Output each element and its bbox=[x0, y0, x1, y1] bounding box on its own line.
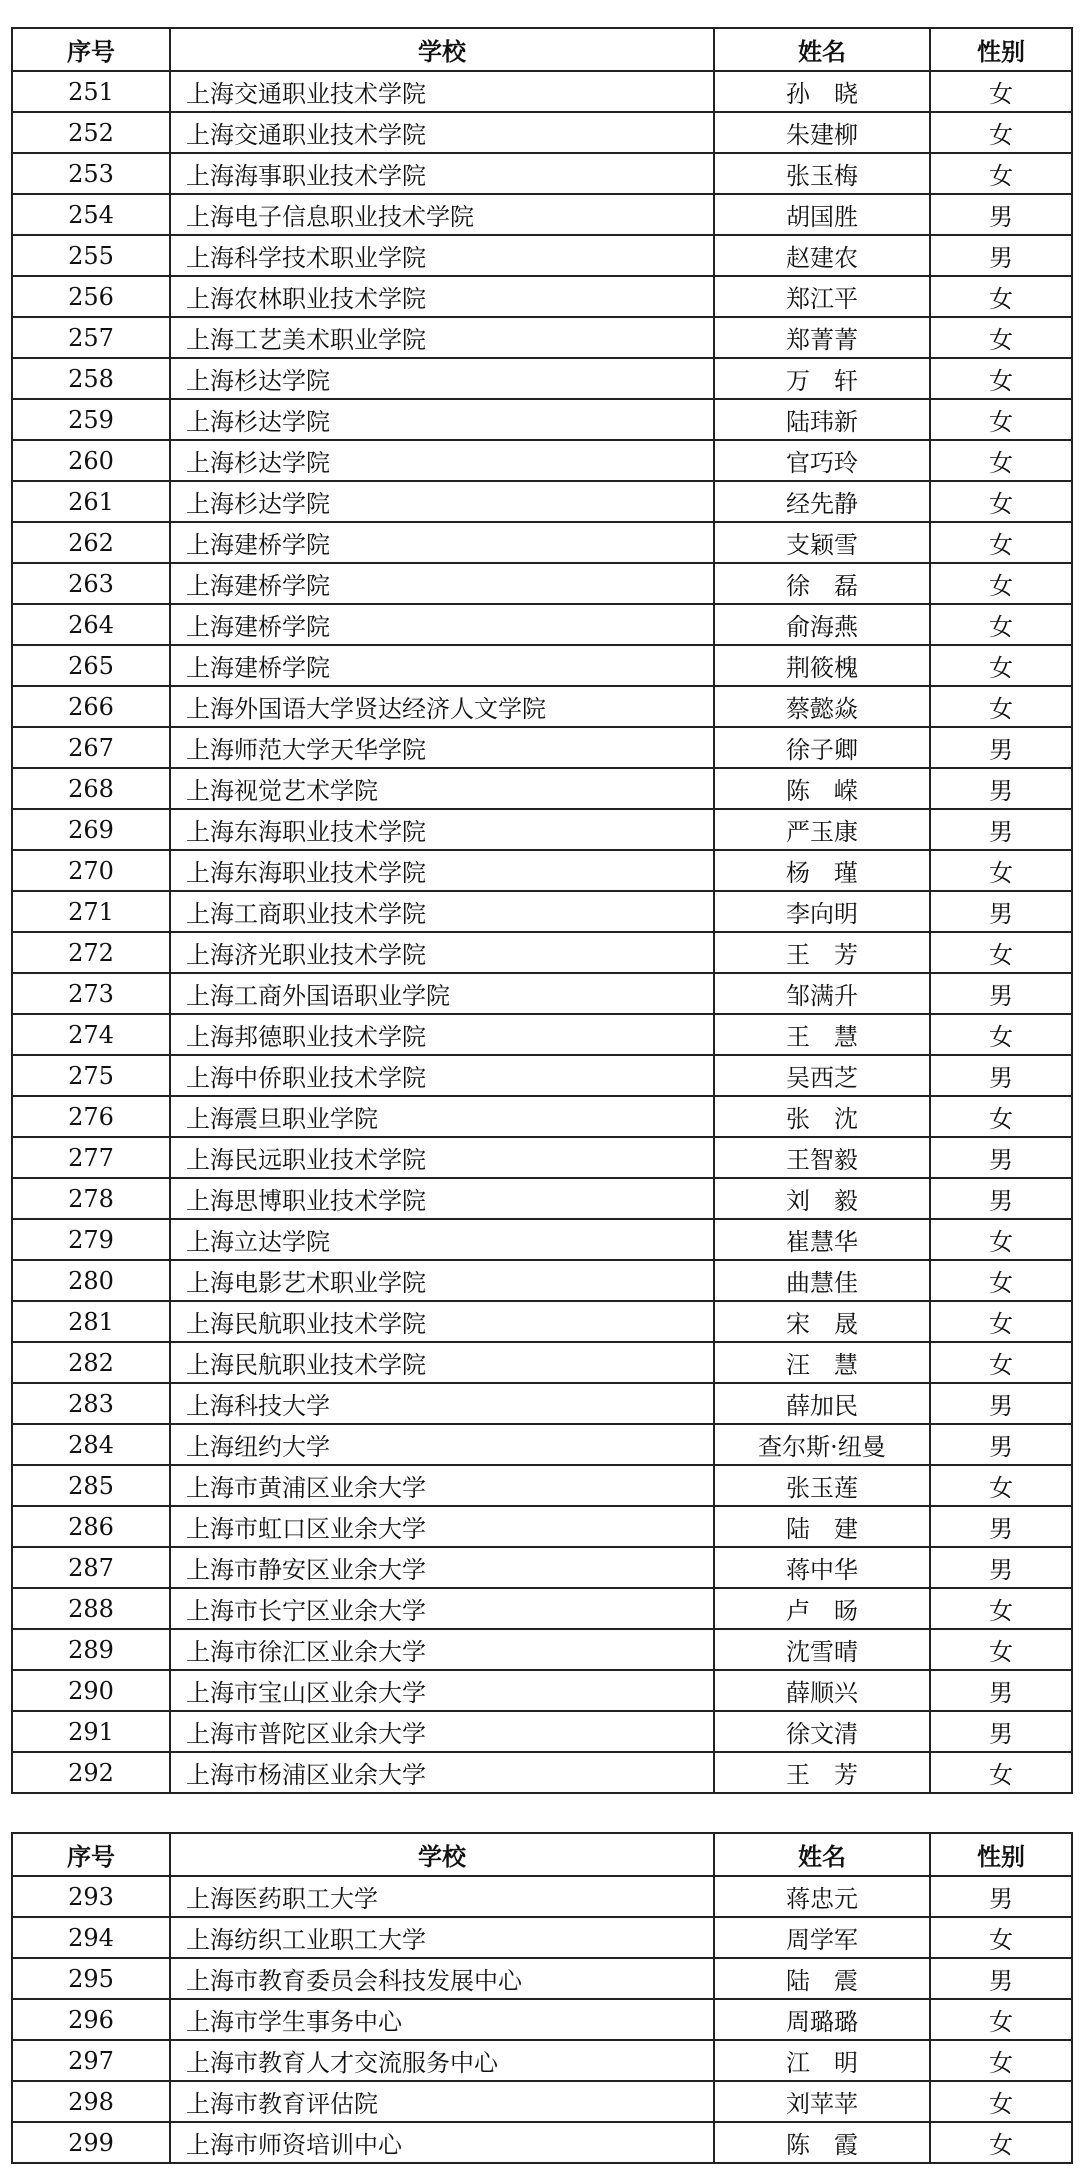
table-row bbox=[12, 1917, 1072, 1958]
table-row bbox=[12, 1096, 1072, 1137]
cell-no: 294 bbox=[12, 1917, 170, 1958]
cell-no: 255 bbox=[12, 235, 170, 276]
cell-gender: 男 bbox=[930, 1506, 1072, 1547]
cell-gender: 女 bbox=[930, 563, 1072, 604]
cell-gender: 女 bbox=[930, 1588, 1072, 1629]
cell-no: 285 bbox=[12, 1465, 170, 1506]
table-row bbox=[12, 1876, 1072, 1917]
cell-gender: 男 bbox=[930, 1424, 1072, 1465]
cell-name: 陆 震 bbox=[714, 1958, 930, 1999]
cell-school: 上海杉达学院 bbox=[170, 358, 714, 399]
cell-gender: 女 bbox=[930, 932, 1072, 973]
cell-school: 上海市教育委员会科技发展中心 bbox=[170, 1958, 714, 1999]
cell-school: 上海外国语大学贤达经济人文学院 bbox=[170, 686, 714, 727]
header-name: 姓名 bbox=[714, 28, 930, 71]
cell-gender: 男 bbox=[930, 1178, 1072, 1219]
cell-school: 上海交通职业技术学院 bbox=[170, 112, 714, 153]
cell-name: 严玉康 bbox=[714, 809, 930, 850]
cell-school: 上海师范大学天华学院 bbox=[170, 727, 714, 768]
cell-school: 上海杉达学院 bbox=[170, 399, 714, 440]
cell-gender: 女 bbox=[930, 1465, 1072, 1506]
cell-no: 263 bbox=[12, 563, 170, 604]
table-row bbox=[12, 1547, 1072, 1588]
cell-gender: 女 bbox=[930, 850, 1072, 891]
cell-name: 周璐璐 bbox=[714, 1999, 930, 2040]
cell-gender: 男 bbox=[930, 1876, 1072, 1917]
table-row bbox=[12, 727, 1072, 768]
cell-school: 上海市宝山区业余大学 bbox=[170, 1670, 714, 1711]
cell-school: 上海市教育人才交流服务中心 bbox=[170, 2040, 714, 2081]
cell-name: 邹满升 bbox=[714, 973, 930, 1014]
table-row bbox=[12, 1383, 1072, 1424]
cell-name: 赵建农 bbox=[714, 235, 930, 276]
cell-school: 上海科学技术职业学院 bbox=[170, 235, 714, 276]
table-row bbox=[12, 440, 1072, 481]
cell-gender: 女 bbox=[930, 440, 1072, 481]
cell-name: 徐文清 bbox=[714, 1711, 930, 1752]
cell-no: 276 bbox=[12, 1096, 170, 1137]
cell-school: 上海市师资培训中心 bbox=[170, 2122, 714, 2163]
cell-gender: 男 bbox=[930, 1547, 1072, 1588]
cell-no: 270 bbox=[12, 850, 170, 891]
header-name: 姓名 bbox=[714, 1833, 930, 1876]
cell-school: 上海济光职业技术学院 bbox=[170, 932, 714, 973]
cell-school: 上海市长宁区业余大学 bbox=[170, 1588, 714, 1629]
cell-school: 上海交通职业技术学院 bbox=[170, 71, 714, 112]
cell-school: 上海立达学院 bbox=[170, 1219, 714, 1260]
table-row bbox=[12, 2081, 1072, 2122]
cell-gender: 女 bbox=[930, 1096, 1072, 1137]
cell-name: 陆玮新 bbox=[714, 399, 930, 440]
table-row bbox=[12, 112, 1072, 153]
cell-no: 275 bbox=[12, 1055, 170, 1096]
table-row bbox=[12, 1424, 1072, 1465]
table-row bbox=[12, 235, 1072, 276]
table-body-1 bbox=[12, 71, 1072, 1793]
cell-no: 262 bbox=[12, 522, 170, 563]
cell-no: 272 bbox=[12, 932, 170, 973]
table-row bbox=[12, 1958, 1072, 1999]
cell-no: 253 bbox=[12, 153, 170, 194]
cell-name: 张玉莲 bbox=[714, 1465, 930, 1506]
cell-no: 267 bbox=[12, 727, 170, 768]
cell-name: 荆筱槐 bbox=[714, 645, 930, 686]
cell-gender: 女 bbox=[930, 153, 1072, 194]
cell-name: 刘 毅 bbox=[714, 1178, 930, 1219]
cell-school: 上海市普陀区业余大学 bbox=[170, 1711, 714, 1752]
cell-name: 俞海燕 bbox=[714, 604, 930, 645]
table-row bbox=[12, 276, 1072, 317]
cell-gender: 男 bbox=[930, 1055, 1072, 1096]
cell-name: 陈 霞 bbox=[714, 2122, 930, 2163]
cell-no: 286 bbox=[12, 1506, 170, 1547]
table-row bbox=[12, 973, 1072, 1014]
table-header-row bbox=[12, 1833, 1072, 1876]
cell-no: 291 bbox=[12, 1711, 170, 1752]
table-row bbox=[12, 1711, 1072, 1752]
cell-gender: 女 bbox=[930, 1014, 1072, 1055]
cell-no: 295 bbox=[12, 1958, 170, 1999]
cell-name: 杨 瑾 bbox=[714, 850, 930, 891]
table-row bbox=[12, 1014, 1072, 1055]
table-row bbox=[12, 358, 1072, 399]
cell-school: 上海建桥学院 bbox=[170, 604, 714, 645]
cell-no: 287 bbox=[12, 1547, 170, 1588]
cell-gender: 男 bbox=[930, 1137, 1072, 1178]
cell-school: 上海市黄浦区业余大学 bbox=[170, 1465, 714, 1506]
cell-name: 孙 晓 bbox=[714, 71, 930, 112]
cell-school: 上海工商职业技术学院 bbox=[170, 891, 714, 932]
cell-gender: 女 bbox=[930, 1629, 1072, 1670]
cell-gender: 男 bbox=[930, 768, 1072, 809]
table-row bbox=[12, 563, 1072, 604]
table-row bbox=[12, 522, 1072, 563]
cell-gender: 女 bbox=[930, 1301, 1072, 1342]
table-row bbox=[12, 604, 1072, 645]
cell-no: 257 bbox=[12, 317, 170, 358]
cell-no: 274 bbox=[12, 1014, 170, 1055]
cell-school: 上海市徐汇区业余大学 bbox=[170, 1629, 714, 1670]
cell-school: 上海市静安区业余大学 bbox=[170, 1547, 714, 1588]
table-row bbox=[12, 645, 1072, 686]
cell-gender: 女 bbox=[930, 71, 1072, 112]
cell-gender: 女 bbox=[930, 481, 1072, 522]
cell-gender: 男 bbox=[930, 1670, 1072, 1711]
cell-name: 王智毅 bbox=[714, 1137, 930, 1178]
cell-name: 查尔斯·纽曼 bbox=[714, 1424, 930, 1465]
table-row bbox=[12, 1999, 1072, 2040]
cell-gender: 女 bbox=[930, 358, 1072, 399]
cell-gender: 男 bbox=[930, 235, 1072, 276]
cell-school: 上海工艺美术职业学院 bbox=[170, 317, 714, 358]
cell-no: 297 bbox=[12, 2040, 170, 2081]
cell-school: 上海海事职业技术学院 bbox=[170, 153, 714, 194]
cell-school: 上海杉达学院 bbox=[170, 481, 714, 522]
cell-name: 薛顺兴 bbox=[714, 1670, 930, 1711]
cell-no: 290 bbox=[12, 1670, 170, 1711]
cell-gender: 男 bbox=[930, 809, 1072, 850]
table-row bbox=[12, 317, 1072, 358]
cell-school: 上海建桥学院 bbox=[170, 522, 714, 563]
table-row bbox=[12, 932, 1072, 973]
cell-no: 251 bbox=[12, 71, 170, 112]
cell-no: 260 bbox=[12, 440, 170, 481]
cell-no: 288 bbox=[12, 1588, 170, 1629]
cell-name: 周学军 bbox=[714, 1917, 930, 1958]
cell-gender: 女 bbox=[930, 2122, 1072, 2163]
cell-no: 277 bbox=[12, 1137, 170, 1178]
cell-name: 王 芳 bbox=[714, 1752, 930, 1793]
cell-no: 283 bbox=[12, 1383, 170, 1424]
cell-school: 上海纺织工业职工大学 bbox=[170, 1917, 714, 1958]
cell-name: 陆 建 bbox=[714, 1506, 930, 1547]
table-row bbox=[12, 1055, 1072, 1096]
cell-no: 256 bbox=[12, 276, 170, 317]
cell-name: 徐 磊 bbox=[714, 563, 930, 604]
table-row bbox=[12, 686, 1072, 727]
cell-gender: 女 bbox=[930, 2040, 1072, 2081]
cell-school: 上海科技大学 bbox=[170, 1383, 714, 1424]
cell-name: 经先静 bbox=[714, 481, 930, 522]
table-row bbox=[12, 481, 1072, 522]
cell-school: 上海建桥学院 bbox=[170, 563, 714, 604]
table-row bbox=[12, 1137, 1072, 1178]
cell-no: 299 bbox=[12, 2122, 170, 2163]
cell-gender: 女 bbox=[930, 645, 1072, 686]
cell-gender: 女 bbox=[930, 686, 1072, 727]
cell-name: 朱建柳 bbox=[714, 112, 930, 153]
cell-no: 273 bbox=[12, 973, 170, 1014]
cell-name: 宋 晟 bbox=[714, 1301, 930, 1342]
cell-school: 上海电子信息职业技术学院 bbox=[170, 194, 714, 235]
table-row bbox=[12, 1670, 1072, 1711]
cell-school: 上海市杨浦区业余大学 bbox=[170, 1752, 714, 1793]
cell-gender: 男 bbox=[930, 194, 1072, 235]
roster-table-1 bbox=[11, 27, 1073, 1794]
cell-name: 蔡懿焱 bbox=[714, 686, 930, 727]
cell-school: 上海中侨职业技术学院 bbox=[170, 1055, 714, 1096]
cell-gender: 男 bbox=[930, 1383, 1072, 1424]
roster-table-2 bbox=[11, 1832, 1073, 2164]
table-row bbox=[12, 2040, 1072, 2081]
cell-school: 上海民远职业技术学院 bbox=[170, 1137, 714, 1178]
cell-gender: 女 bbox=[930, 1260, 1072, 1301]
cell-no: 261 bbox=[12, 481, 170, 522]
cell-school: 上海民航职业技术学院 bbox=[170, 1342, 714, 1383]
cell-school: 上海医药职工大学 bbox=[170, 1876, 714, 1917]
cell-school: 上海东海职业技术学院 bbox=[170, 850, 714, 891]
table-row bbox=[12, 1465, 1072, 1506]
cell-no: 280 bbox=[12, 1260, 170, 1301]
cell-name: 沈雪晴 bbox=[714, 1629, 930, 1670]
cell-no: 284 bbox=[12, 1424, 170, 1465]
cell-name: 薛加民 bbox=[714, 1383, 930, 1424]
cell-no: 281 bbox=[12, 1301, 170, 1342]
cell-school: 上海农林职业技术学院 bbox=[170, 276, 714, 317]
cell-gender: 女 bbox=[930, 317, 1072, 358]
cell-school: 上海建桥学院 bbox=[170, 645, 714, 686]
table-row bbox=[12, 71, 1072, 112]
cell-school: 上海民航职业技术学院 bbox=[170, 1301, 714, 1342]
cell-no: 264 bbox=[12, 604, 170, 645]
table-body-2 bbox=[12, 1876, 1072, 2163]
cell-gender: 男 bbox=[930, 973, 1072, 1014]
cell-no: 298 bbox=[12, 2081, 170, 2122]
cell-name: 徐子卿 bbox=[714, 727, 930, 768]
cell-gender: 男 bbox=[930, 727, 1072, 768]
cell-no: 293 bbox=[12, 1876, 170, 1917]
cell-gender: 女 bbox=[930, 1219, 1072, 1260]
cell-no: 268 bbox=[12, 768, 170, 809]
cell-name: 胡国胜 bbox=[714, 194, 930, 235]
table-row bbox=[12, 891, 1072, 932]
cell-school: 上海电影艺术职业学院 bbox=[170, 1260, 714, 1301]
cell-school: 上海震旦职业学院 bbox=[170, 1096, 714, 1137]
table-row bbox=[12, 1629, 1072, 1670]
cell-school: 上海市学生事务中心 bbox=[170, 1999, 714, 2040]
cell-school: 上海思博职业技术学院 bbox=[170, 1178, 714, 1219]
table-row bbox=[12, 768, 1072, 809]
cell-gender: 女 bbox=[930, 2081, 1072, 2122]
cell-no: 279 bbox=[12, 1219, 170, 1260]
cell-name: 李向明 bbox=[714, 891, 930, 932]
cell-gender: 男 bbox=[930, 1711, 1072, 1752]
cell-gender: 女 bbox=[930, 604, 1072, 645]
table-row bbox=[12, 1588, 1072, 1629]
cell-name: 曲慧佳 bbox=[714, 1260, 930, 1301]
cell-no: 252 bbox=[12, 112, 170, 153]
cell-name: 汪 慧 bbox=[714, 1342, 930, 1383]
cell-no: 278 bbox=[12, 1178, 170, 1219]
cell-name: 江 明 bbox=[714, 2040, 930, 2081]
cell-gender: 女 bbox=[930, 522, 1072, 563]
table-row bbox=[12, 1260, 1072, 1301]
table-row bbox=[12, 194, 1072, 235]
table-row bbox=[12, 1506, 1072, 1547]
cell-name: 刘苹苹 bbox=[714, 2081, 930, 2122]
table-row bbox=[12, 1178, 1072, 1219]
cell-no: 289 bbox=[12, 1629, 170, 1670]
table-row bbox=[12, 399, 1072, 440]
header-gender: 性别 bbox=[930, 28, 1072, 71]
cell-name: 官巧玲 bbox=[714, 440, 930, 481]
table-row bbox=[12, 850, 1072, 891]
header-gender: 性别 bbox=[930, 1833, 1072, 1876]
table-header-row bbox=[12, 28, 1072, 71]
cell-school: 上海东海职业技术学院 bbox=[170, 809, 714, 850]
cell-gender: 女 bbox=[930, 1917, 1072, 1958]
cell-name: 张 沈 bbox=[714, 1096, 930, 1137]
cell-no: 258 bbox=[12, 358, 170, 399]
header-school: 学校 bbox=[170, 28, 714, 71]
cell-gender: 女 bbox=[930, 1342, 1072, 1383]
cell-gender: 男 bbox=[930, 891, 1072, 932]
cell-gender: 女 bbox=[930, 1752, 1072, 1793]
cell-gender: 男 bbox=[930, 1958, 1072, 1999]
header-school: 学校 bbox=[170, 1833, 714, 1876]
cell-no: 296 bbox=[12, 1999, 170, 2040]
table-row bbox=[12, 1219, 1072, 1260]
cell-no: 292 bbox=[12, 1752, 170, 1793]
table-row bbox=[12, 1301, 1072, 1342]
table-row bbox=[12, 809, 1072, 850]
cell-name: 万 轩 bbox=[714, 358, 930, 399]
cell-no: 282 bbox=[12, 1342, 170, 1383]
cell-school: 上海工商外国语职业学院 bbox=[170, 973, 714, 1014]
cell-no: 254 bbox=[12, 194, 170, 235]
cell-gender: 女 bbox=[930, 1999, 1072, 2040]
cell-name: 蒋中华 bbox=[714, 1547, 930, 1588]
cell-school: 上海市教育评估院 bbox=[170, 2081, 714, 2122]
table-row bbox=[12, 1342, 1072, 1383]
cell-name: 王 慧 bbox=[714, 1014, 930, 1055]
cell-no: 271 bbox=[12, 891, 170, 932]
table-row bbox=[12, 153, 1072, 194]
cell-gender: 女 bbox=[930, 112, 1072, 153]
cell-no: 266 bbox=[12, 686, 170, 727]
header-no: 序号 bbox=[12, 1833, 170, 1876]
cell-name: 陈 嵘 bbox=[714, 768, 930, 809]
cell-name: 郑江平 bbox=[714, 276, 930, 317]
cell-name: 王 芳 bbox=[714, 932, 930, 973]
cell-name: 蒋忠元 bbox=[714, 1876, 930, 1917]
table-row bbox=[12, 2122, 1072, 2163]
cell-no: 259 bbox=[12, 399, 170, 440]
cell-gender: 女 bbox=[930, 399, 1072, 440]
header-no: 序号 bbox=[12, 28, 170, 71]
cell-name: 吴西芝 bbox=[714, 1055, 930, 1096]
cell-name: 卢 旸 bbox=[714, 1588, 930, 1629]
cell-name: 张玉梅 bbox=[714, 153, 930, 194]
cell-school: 上海邦德职业技术学院 bbox=[170, 1014, 714, 1055]
cell-school: 上海杉达学院 bbox=[170, 440, 714, 481]
cell-school: 上海市虹口区业余大学 bbox=[170, 1506, 714, 1547]
cell-no: 269 bbox=[12, 809, 170, 850]
table-row bbox=[12, 1752, 1072, 1793]
cell-name: 支颖雪 bbox=[714, 522, 930, 563]
cell-school: 上海视觉艺术学院 bbox=[170, 768, 714, 809]
cell-no: 265 bbox=[12, 645, 170, 686]
cell-name: 郑菁菁 bbox=[714, 317, 930, 358]
cell-school: 上海纽约大学 bbox=[170, 1424, 714, 1465]
cell-gender: 女 bbox=[930, 276, 1072, 317]
cell-name: 崔慧华 bbox=[714, 1219, 930, 1260]
